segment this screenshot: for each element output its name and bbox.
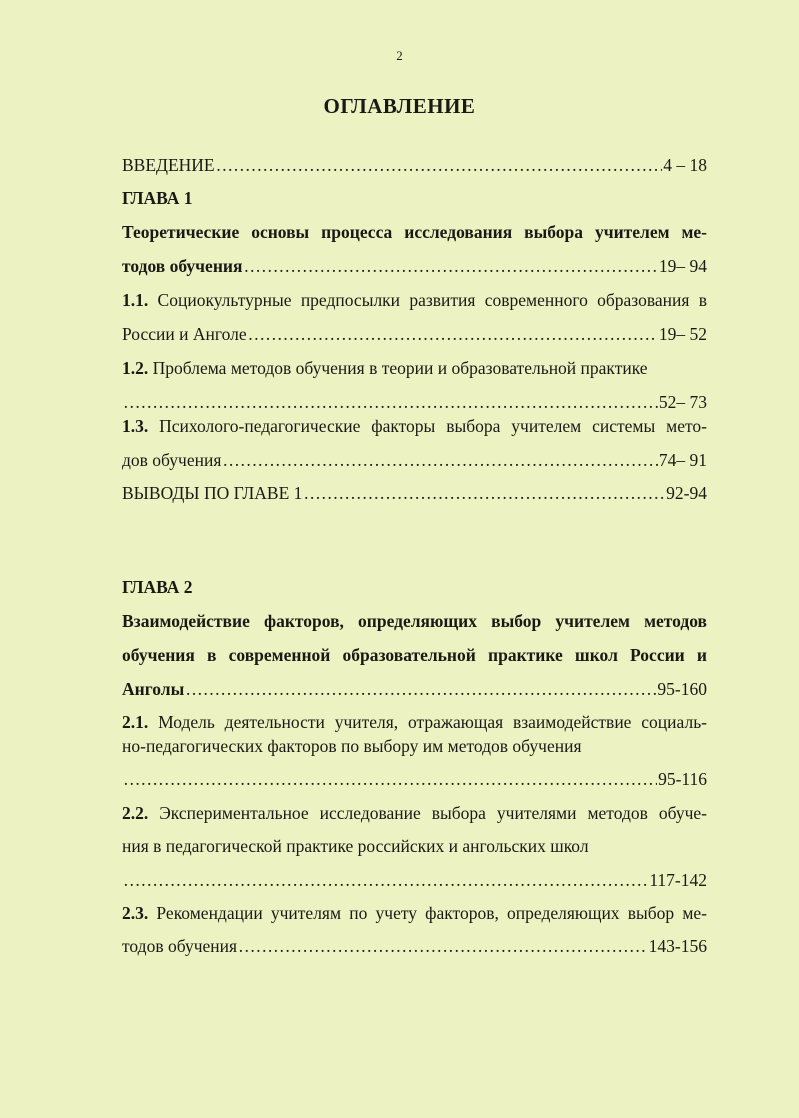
- toc-entry-2-3[interactable]: [122, 935, 707, 957]
- entry-pages: 52– 73: [658, 392, 707, 412]
- entry-pages: 19– 52: [658, 324, 707, 344]
- chapter1-heading: ГЛАВА 1: [122, 188, 193, 208]
- entry-pages: 19– 94: [658, 256, 707, 276]
- section-2-2-line1[interactable]: [122, 802, 707, 824]
- entry-label: тодов обучения: [122, 256, 243, 276]
- entry-pages: 95-160: [657, 679, 707, 699]
- section-2-3-line1[interactable]: [122, 902, 707, 924]
- entry-label: ВЫВОДЫ ПО ГЛАВЕ 1: [122, 483, 303, 503]
- leader-dots: [243, 255, 657, 277]
- page-number: 2: [396, 48, 403, 63]
- toc-entry-1-3[interactable]: [122, 449, 707, 471]
- section-2-2-line2: ния в педагогической практике российских и ангольских школ: [122, 836, 589, 856]
- section-number: 2.3.: [122, 903, 149, 923]
- toc-entry-chapter2[interactable]: [122, 678, 707, 700]
- section-title: Рекомендации учителям по учету факторов, определяющих выбор ме-: [148, 903, 707, 923]
- entry-pages: 95-116: [658, 769, 707, 789]
- section-2-1-line1[interactable]: [122, 711, 707, 733]
- entry-label: дов обучения: [122, 450, 222, 470]
- chapter1-title-line1: Теоретические основы процесса исследования выбора учителем ме-: [122, 222, 707, 242]
- toc-entry-2-1[interactable]: [122, 768, 707, 790]
- leader-dots: [123, 768, 657, 790]
- section-number: 1.2.: [122, 358, 149, 378]
- leader-dots: [303, 482, 665, 504]
- leader-dots: [238, 935, 648, 957]
- section-number: 2.2.: [122, 803, 149, 823]
- section-title: Модель деятельности учителя, отражающая взаимодействие социаль-: [148, 712, 707, 732]
- leader-dots: [248, 323, 658, 345]
- section-1-1-line1[interactable]: [122, 289, 707, 311]
- chapter2-heading: ГЛАВА 2: [122, 577, 193, 597]
- leader-dots: [185, 678, 656, 700]
- leader-dots: [123, 391, 658, 413]
- entry-pages: 143-156: [648, 936, 707, 956]
- entry-label: России и Анголе: [122, 324, 247, 344]
- entry-pages: 92-94: [666, 483, 707, 503]
- section-2-1-line2: но-педагогических факторов по выбору им методов обучения: [122, 736, 582, 756]
- toc-entry-1-1[interactable]: [122, 323, 707, 345]
- toc-entry-conclusions-1[interactable]: [122, 482, 707, 504]
- entry-label: Анголы: [122, 679, 185, 699]
- section-number: 2.1.: [122, 712, 149, 732]
- leader-dots: [222, 449, 657, 471]
- toc-entry-2-2[interactable]: [122, 869, 707, 891]
- leader-dots: [123, 869, 648, 891]
- chapter2-title-line2: обучения в современной образовательной практике школ России и: [122, 645, 707, 665]
- entry-label: тодов обучения: [122, 936, 238, 956]
- section-title: Социокультурные предпосылки развития современного образования в: [148, 290, 707, 310]
- page-title: ОГЛАВЛЕНИЕ: [323, 94, 476, 118]
- section-number: 1.3.: [122, 416, 149, 436]
- section-title: Экспериментальное исследование выбора учителями методов обуче-: [148, 803, 707, 823]
- entry-pages: 74– 91: [658, 450, 707, 470]
- entry-pages: 4 – 18: [663, 155, 707, 175]
- section-number: 1.1.: [122, 290, 149, 310]
- toc-entry-chapter1[interactable]: [122, 255, 707, 277]
- section-title: Психолого-педагогические факторы выбора учителем системы мето-: [148, 416, 707, 436]
- section-1-2-line1[interactable]: [122, 357, 707, 379]
- section-title: Проблема методов обучения в теории и образовательной практике: [148, 358, 648, 378]
- entry-label: ВВЕДЕНИЕ: [122, 155, 215, 175]
- chapter2-title-line1: Взаимодействие факторов, определяющих выбор учителем методов: [122, 611, 707, 631]
- toc-entry-intro[interactable]: [122, 154, 707, 176]
- toc-entry-1-2[interactable]: [122, 391, 707, 413]
- leader-dots: [216, 154, 663, 176]
- entry-pages: 117-142: [649, 870, 707, 890]
- section-1-3-line1[interactable]: [122, 415, 707, 437]
